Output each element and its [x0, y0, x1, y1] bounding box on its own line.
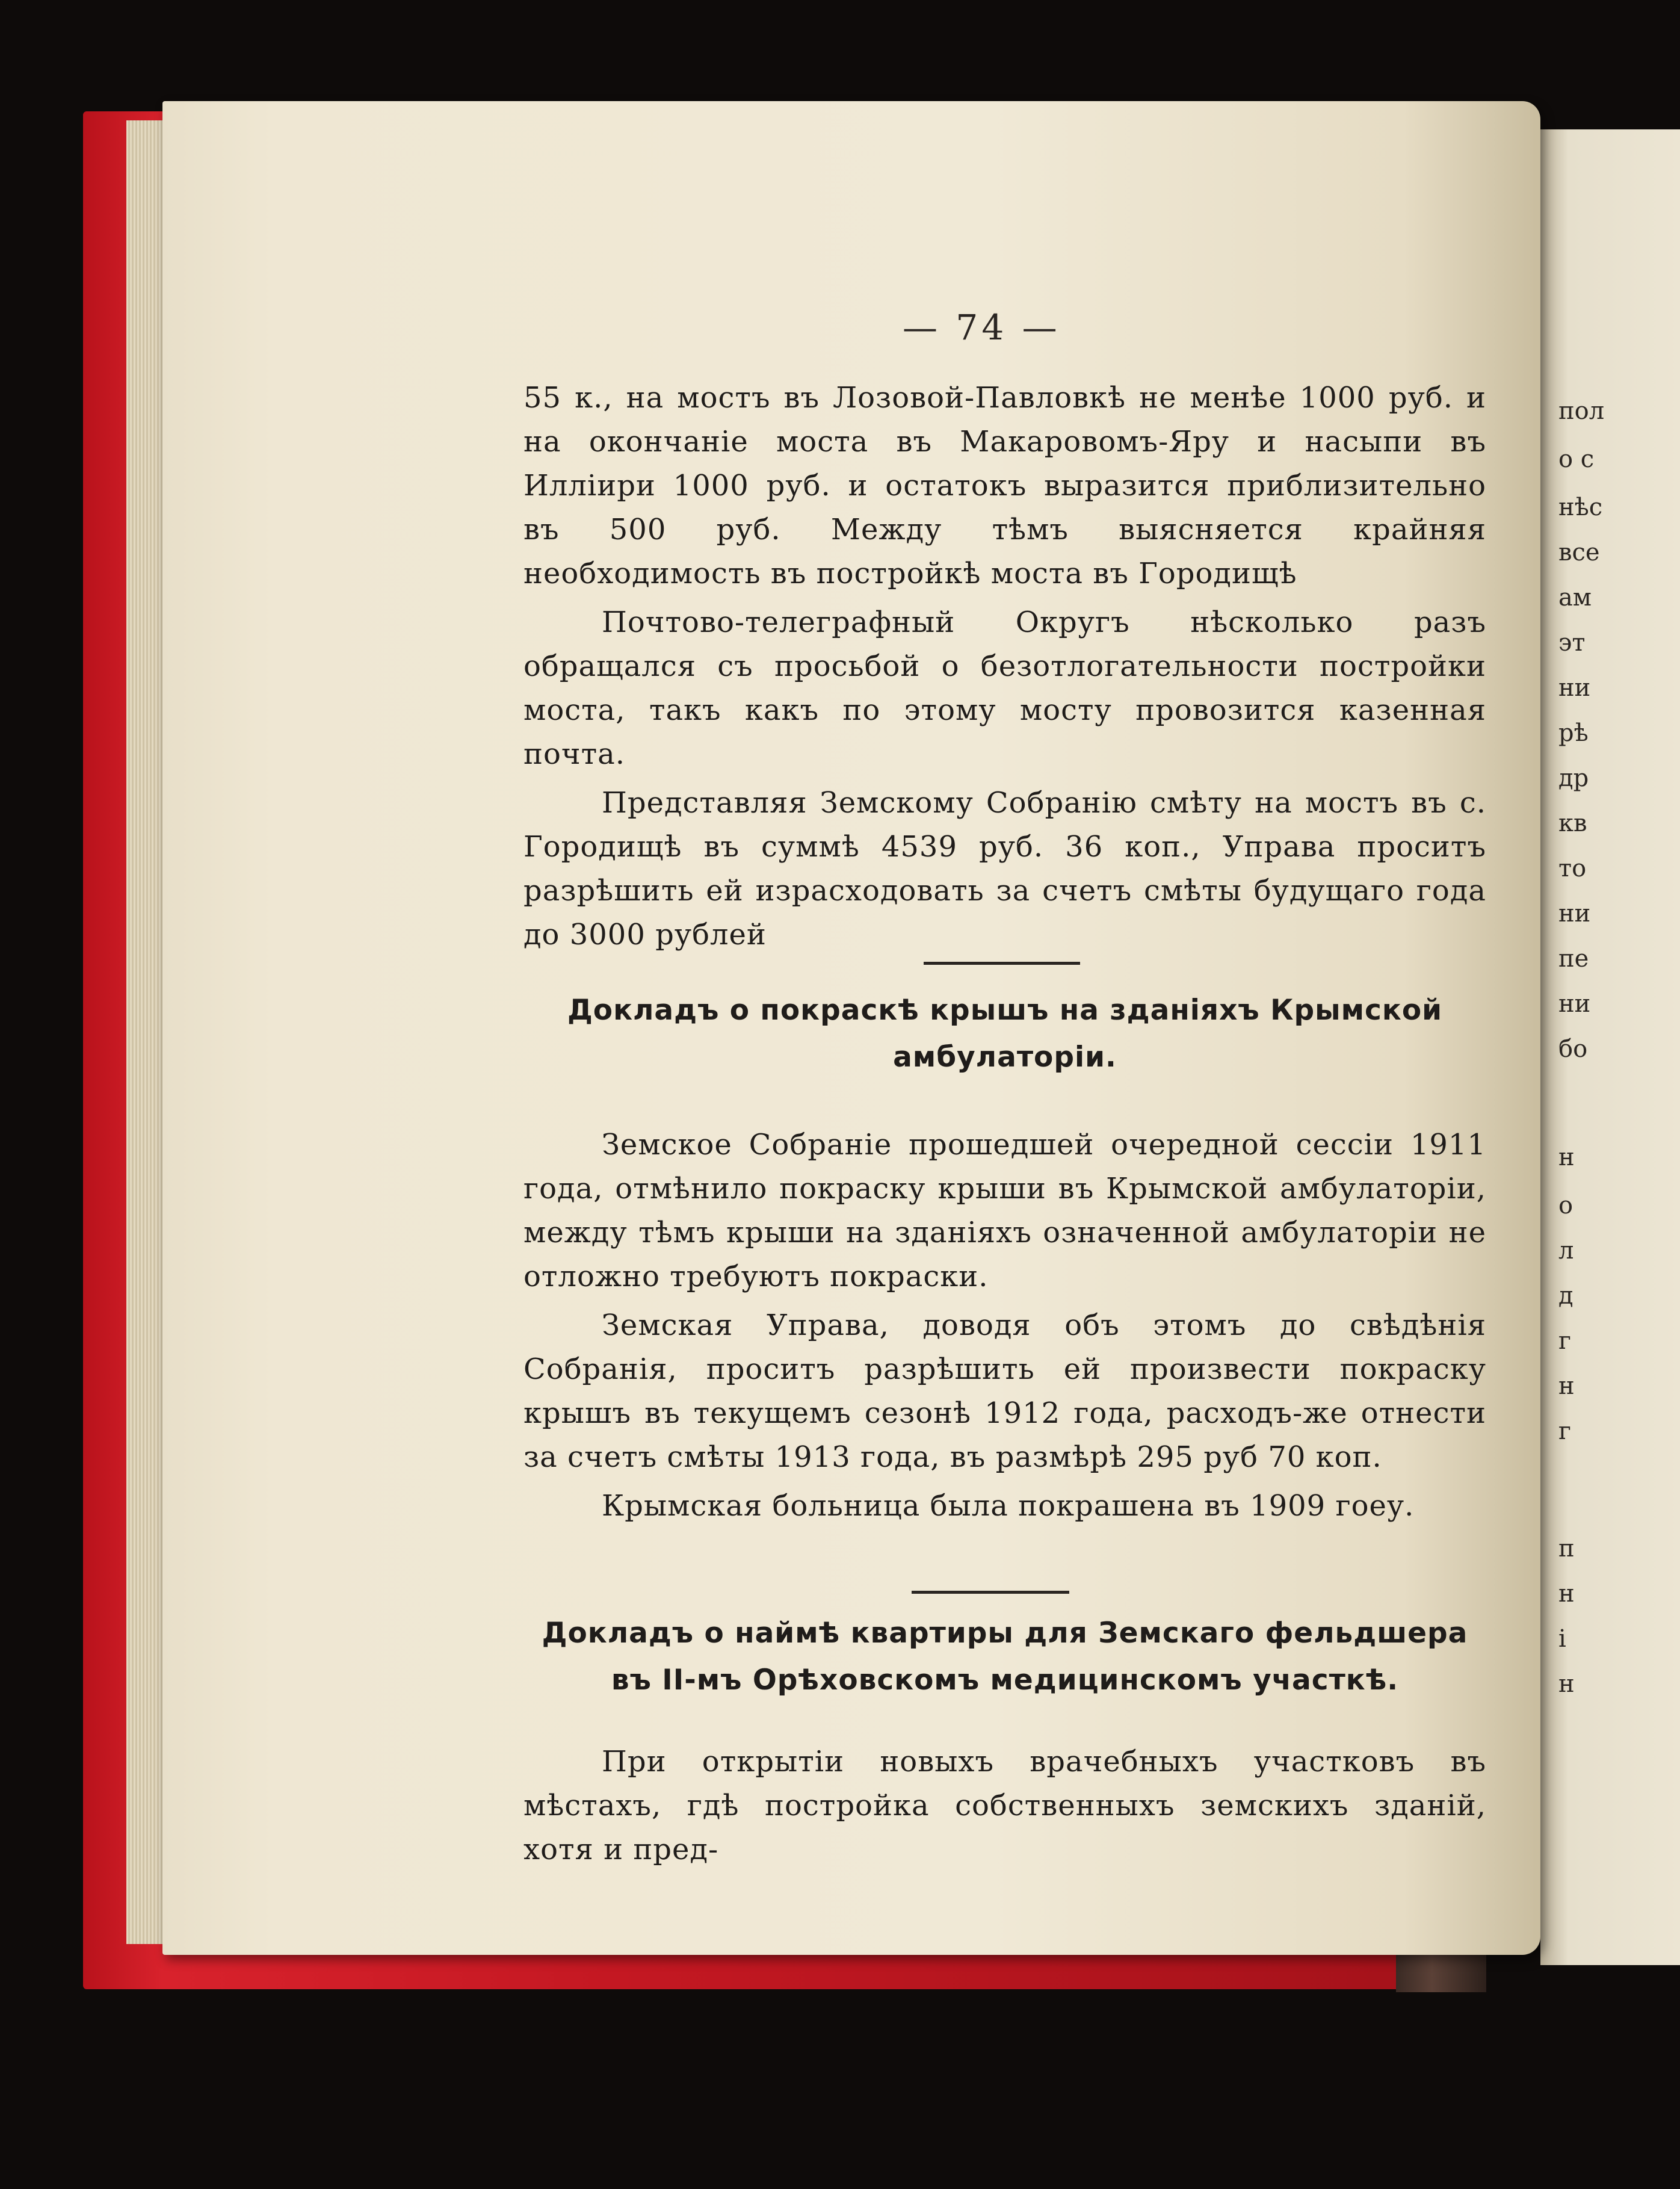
section-divider [912, 1591, 1069, 1594]
next-page-fragment: п [1558, 1535, 1575, 1562]
paragraph: Почтово-телеграфный Округъ нѣсколько разъ обращался съ просьбой о безотлогательности постройки моста, такъ какъ по этому мосту провозится казенная почта. [523, 605, 1486, 771]
next-page-fragment: ни [1558, 674, 1591, 702]
next-page-fragment: нѣс [1558, 494, 1603, 521]
paragraph: 55 к., на мостъ въ Лозовой-Павловкѣ не менѣе 1000 руб. и на окончаніе моста въ Макаровомъ-Яру и насыпи въ Илліири 1000 руб. и остатокъ выразится приблизительно въ 500 руб. Между тѣмъ выясняется крайняя необходимость въ постройкѣ моста въ Городищѣ [523, 381, 1486, 590]
next-page-fragment: эт [1558, 629, 1586, 657]
next-page-fragment: ни [1558, 900, 1591, 927]
section-heading: Докладъ о покраскѣ крышъ на зданіяхъ Крымской амбулаторіи. [567, 994, 1443, 1074]
next-page-fragment: н [1558, 1372, 1575, 1400]
section-amb [523, 987, 1486, 1528]
top-text [523, 376, 1486, 957]
paragraph: Земское Собраніе прошедшей очередной сессіи 1911 года, отмѣнило покраску крыши въ Крымской амбулаторіи, между тѣмъ крыши на зданіяхъ означенной амбулаторіи не отложно требуютъ покраски. [523, 1128, 1486, 1293]
section-divider [924, 962, 1080, 965]
page-number: — 74 — [903, 307, 1061, 348]
next-page-fragment: і [1558, 1625, 1566, 1653]
next-page-fragment: н [1558, 1670, 1575, 1698]
paragraph: Крымская больница была покрашена въ 1909 гоеу. [602, 1489, 1415, 1523]
next-page-fragment: о с [1558, 445, 1595, 473]
next-page-fragment: н [1558, 1144, 1575, 1171]
next-page-fragment: г [1558, 1327, 1571, 1355]
next-page-fragment: пе [1558, 945, 1589, 973]
next-page-fragment: то [1558, 855, 1587, 882]
next-page-fragment: г [1558, 1417, 1571, 1445]
next-page-fragment: ам [1558, 584, 1592, 611]
paragraph: Земская Управа, доводя объ этомъ до свѣдѣнія Собранія, проситъ разрѣшить ей произвести покраску крышъ въ текущемъ сезонѣ 1912 года, расходъ-же отнести за счетъ смѣты 1913 года, въ размѣрѣ 295 руб 70 коп. [523, 1308, 1486, 1474]
next-page-fragment: бо [1558, 1035, 1588, 1063]
next-page-fragment: рѣ [1558, 719, 1589, 747]
section-feldsher [523, 1610, 1486, 1872]
next-page-fragment: д [1558, 1282, 1573, 1310]
next-page-fragment: др [1558, 764, 1589, 792]
section-heading: Докладъ о наймѣ квартиры для Земскаго фельдшера въ II-мъ Орѣховскомъ медицинскомъ участкѣ. [542, 1617, 1468, 1697]
next-page-fragment: л [1558, 1237, 1574, 1265]
next-page-fragment: пол [1558, 397, 1605, 425]
next-page-fragment: все [1558, 539, 1600, 566]
next-page-fragment: ни [1558, 990, 1591, 1018]
paragraph: Представляя Земскому Собранію смѣту на мостъ въ с. Городищѣ въ суммѣ 4539 руб. 36 коп., Управа проситъ разрѣшить ей израсходовать за счетъ смѣты будущаго года до 3000 рублей [523, 786, 1486, 952]
next-page-fragment: н [1558, 1580, 1575, 1608]
paragraph: При открытіи новыхъ врачебныхъ участковъ въ мѣстахъ, гдѣ постройка собственныхъ земскихъ зданій, хотя и пред- [523, 1745, 1486, 1866]
next-page-fragment: кв [1558, 810, 1587, 837]
next-page-fragment: о [1558, 1192, 1573, 1219]
